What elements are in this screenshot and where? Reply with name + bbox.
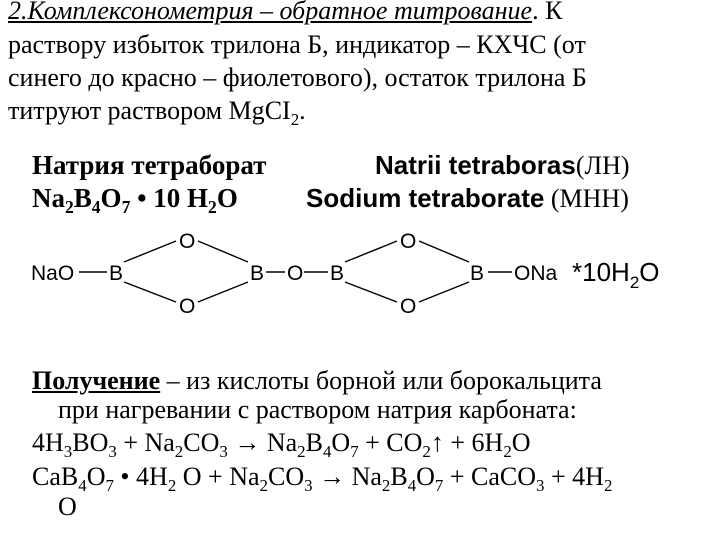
atom-b1: B — [109, 262, 124, 285]
intro-heading: 2.Комплексонометрия – обратное титрование — [8, 0, 533, 25]
prep-label: Получение — [32, 366, 161, 395]
atom-o-bottom-1: O — [179, 295, 196, 318]
atom-b2: B — [250, 262, 265, 285]
hydrate-label: $*10H_2O$ — [572, 257, 660, 292]
atom-b3: B — [330, 262, 345, 285]
compound-en-line — [306, 183, 629, 214]
compound-en-tag: (МНН) — [544, 184, 629, 213]
atom-o-top-1: O — [179, 230, 196, 253]
compound-latin-tag: (ЛН) — [575, 151, 630, 180]
atom-o-mid: O — [287, 262, 304, 285]
intro-line-1 — [8, 0, 562, 26]
intro-line-2: раствору избыток трилона Б, индикатор – КХЧС (от — [8, 30, 586, 59]
compound-en-name: Sodium tetraborate — [306, 183, 545, 213]
atom-ona-right: ONa — [514, 262, 558, 285]
equation-1: $4H_3BO_3 + Na_2CO_3 \to Na_2B_4O_7$ + $CO_2↑ + 6H_2O$ — [32, 428, 531, 461]
prep-line-2: при нагревании с раствором натрия карбоната: — [58, 395, 577, 424]
equation-2-wrap: O — [58, 492, 77, 521]
compound-ru-name: Натрия тетраборат — [32, 150, 267, 180]
intro-line-4: титруют раствором MgCI$_2$. — [8, 96, 306, 129]
atom-o-top-2: O — [400, 230, 417, 253]
atom-o-bottom-2: O — [400, 295, 417, 318]
prep-line-1: Получение – из кислоты борной или борокальцита — [32, 366, 602, 395]
compound-latin-name: Natrii tetraboras — [375, 150, 576, 180]
compound-formula: $Na_2B_4O_7$ • 10 $H_2O$ — [32, 183, 238, 218]
intro-heading-tail: . К — [532, 0, 563, 25]
borax-structure — [0, 222, 720, 352]
intro-line-3: синего до красно – фиолетового), остаток трилона Б — [8, 63, 587, 92]
equation-2: $CaB_4O_7$ • $4H_2$ $O + Na_2CO_3 \to Na_2B_4O_7$ + CaCO$_3$ + $4H_2$ — [32, 462, 613, 495]
compound-latin-line — [375, 150, 630, 181]
atom-b4: B — [470, 262, 485, 285]
atom-nao-left: NaO — [31, 262, 75, 285]
